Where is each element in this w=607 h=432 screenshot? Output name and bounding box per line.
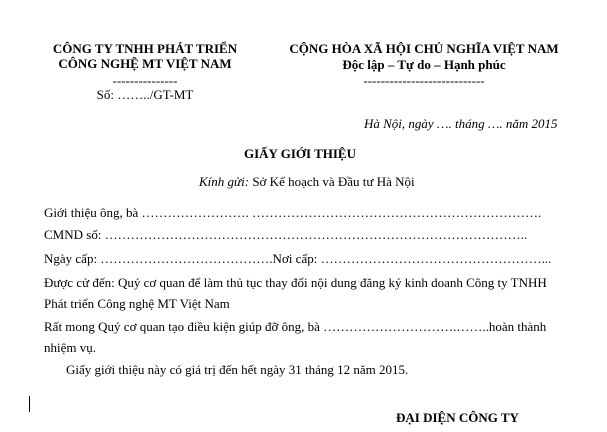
request-line-1: Rất mong Quý cơ quan tạo điều kiện giúp đỡ ông, bà ………………………….……..hoàn thành (44, 319, 547, 334)
sent-to-line-2: Phát triển Công nghệ MT Việt Nam (44, 296, 230, 311)
text-cursor[interactable] (29, 396, 30, 412)
company-name-line1: CÔNG TY TNHH PHÁT TRIỂN (52, 41, 238, 56)
introduce-line: Giới thiệu ông, bà ……………………. …………………………………………………………. (44, 205, 542, 220)
nation-title: CỘNG HÒA XÃ HỘI CHỦ NGHĨA VIỆT NAM (289, 41, 559, 56)
validity-line: Giấy giới thiệu này có giá trị đến hết ngày 31 tháng 12 năm 2015. (66, 362, 409, 377)
right-divider: ---------------------------- (363, 73, 485, 88)
document-number: Số: ……../GT-MT (96, 87, 194, 102)
place-date: Hà Nội, ngày …. tháng …. năm 2015 (364, 116, 558, 131)
recipient-label: Kính gửi: (199, 174, 250, 189)
id-number-line: CMND số: …………………………………………………………………………………….. (44, 227, 528, 242)
document-title: GIẤY GIỚI THIỆU (244, 146, 356, 161)
request-line-2: nhiệm vụ. (44, 340, 96, 355)
company-name-line2: CÔNG NGHỆ MT VIỆT NAM (58, 56, 232, 71)
issue-line: Ngày cấp: ………………………………….Nơi cấp: ……………………………………………... (44, 251, 552, 266)
left-divider: --------------- (112, 73, 178, 88)
recipient-line (199, 174, 415, 190)
signature-label: ĐẠI DIỆN CÔNG TY (396, 410, 519, 425)
sent-to-line-1: Được cử đến: Quý cơ quan để làm thủ tục thay đổi nội dung đăng ký kinh doanh Công ty TNHH (44, 275, 547, 290)
national-motto: Độc lập – Tự do – Hạnh phúc (342, 57, 506, 72)
recipient-value: Sở Kế hoạch và Đầu tư Hà Nội (249, 174, 415, 189)
